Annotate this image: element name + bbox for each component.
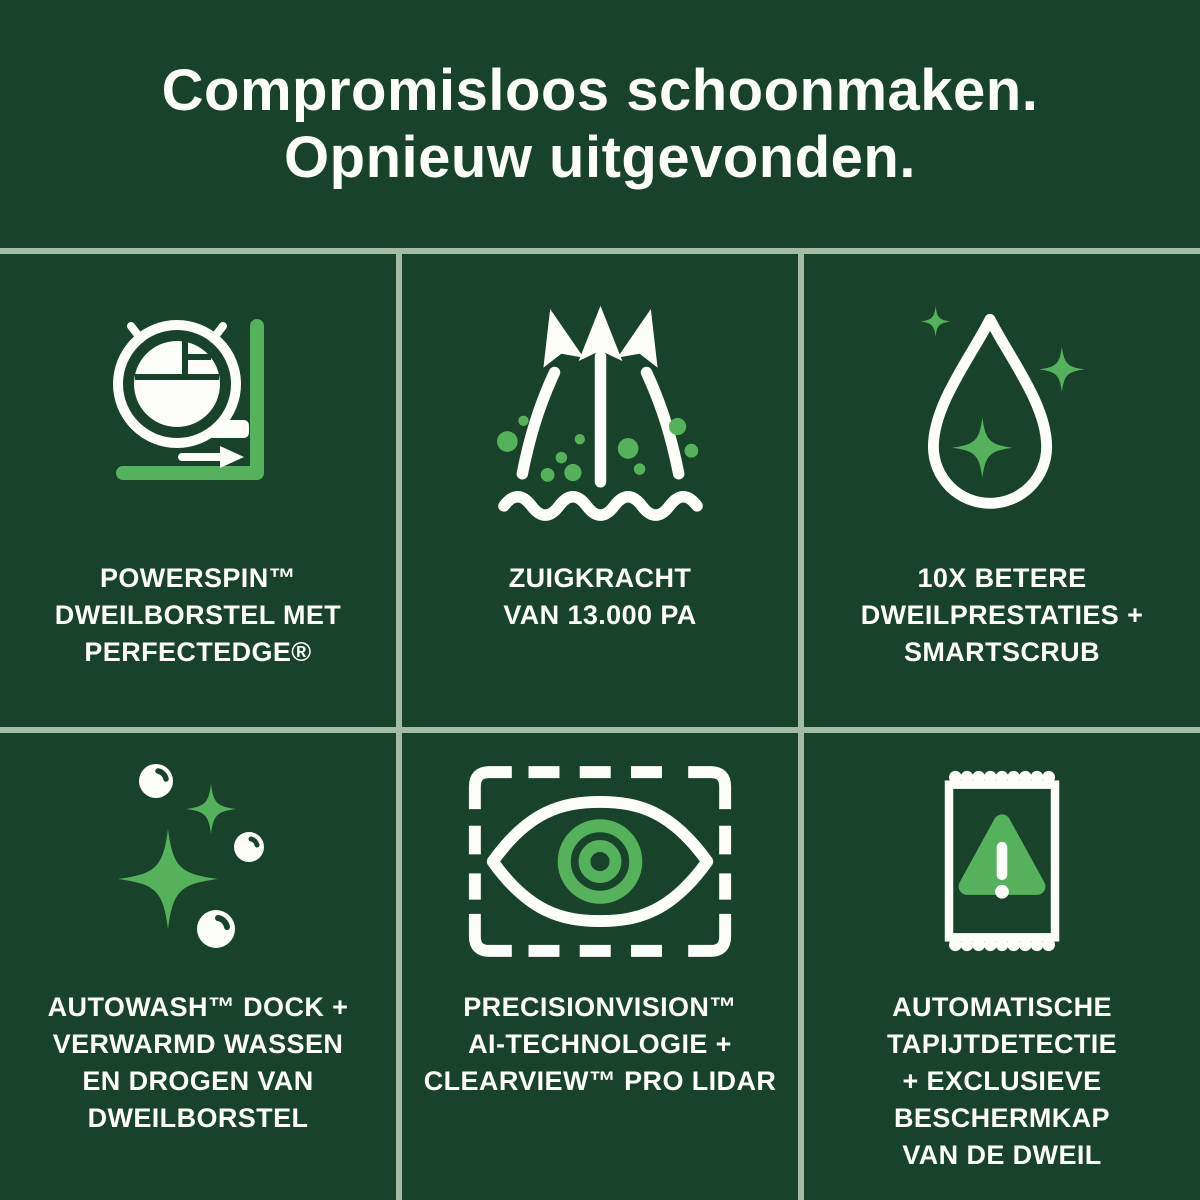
ai-vision-icon — [457, 754, 743, 969]
headline-line-2: Opnieuw uitgevonden. — [284, 125, 916, 190]
carpet-caption — [887, 989, 1117, 1174]
vision-caption — [424, 989, 777, 1100]
sparkles — [118, 784, 236, 929]
suction-arrows-icon — [497, 292, 704, 522]
feature-cell-mopping — [804, 254, 1200, 727]
wash-dry-icon — [111, 759, 286, 964]
caption-line: DWEILBORSTEL — [87, 1103, 309, 1133]
powerspin-edge-icon — [108, 317, 288, 497]
title-block — [0, 0, 1200, 248]
caption-line: VAN 13.000 PA — [503, 600, 697, 630]
headline-line-1: Compromisloos schoonmaken. — [161, 58, 1039, 123]
caption-line: + EXCLUSIEVE — [902, 1066, 1102, 1096]
feature-cell-autowash — [0, 733, 396, 1200]
drop-icon-box — [904, 254, 1100, 560]
caption-line: EN DROGEN VAN — [82, 1066, 314, 1096]
headline — [162, 57, 1039, 191]
caption-line: AUTOWASH™ DOCK + — [47, 992, 349, 1022]
caption-line: POWERSPIN™ — [99, 563, 297, 593]
caption-line: SMARTSCRUB — [903, 637, 1100, 667]
caption-line: PRECISIONVISION™ — [463, 992, 737, 1022]
powerspin-caption — [55, 560, 341, 671]
caption-line: VAN DE DWEIL — [902, 1140, 1102, 1170]
powerspin-icon-box — [108, 254, 288, 560]
caption-line: AI-TECHNOLOGIE + — [468, 1029, 732, 1059]
vision-icon-box — [457, 733, 743, 989]
caption-line: PERFECTEDGE® — [84, 637, 312, 667]
carpet-warning-icon — [926, 755, 1078, 967]
feature-cell-suction — [402, 254, 798, 727]
caption-line: 10X BETERE — [917, 563, 1087, 593]
caption-line: CLEARVIEW™ PRO LIDAR — [423, 1066, 777, 1096]
caption-line: AUTOMATISCHE — [892, 992, 1112, 1022]
feature-grid — [0, 254, 1200, 1200]
caption-line: DWEILBORSTEL MET — [54, 600, 342, 630]
mopping-caption — [861, 560, 1144, 671]
suction-icon-box — [497, 254, 704, 560]
bubbles — [139, 764, 264, 948]
caption-line: ZUIGKRACHT — [508, 563, 692, 593]
feature-cell-powerspin — [0, 254, 396, 727]
drop-sparkle-icon — [904, 304, 1100, 511]
caption-line: DWEILPRESTATIES + — [860, 600, 1144, 630]
suction-caption — [503, 560, 696, 634]
caption-line: TAPIJTDETECTIE — [886, 1029, 1118, 1059]
feature-cell-carpet — [804, 733, 1200, 1200]
wash-icon-box — [111, 733, 286, 989]
feature-cell-vision — [402, 733, 798, 1200]
autowash-caption — [48, 989, 349, 1137]
caption-line: VERWARMD WASSEN — [52, 1029, 344, 1059]
caption-line: BESCHERMKAP — [894, 1103, 1110, 1133]
carpet-icon-box — [926, 733, 1078, 989]
